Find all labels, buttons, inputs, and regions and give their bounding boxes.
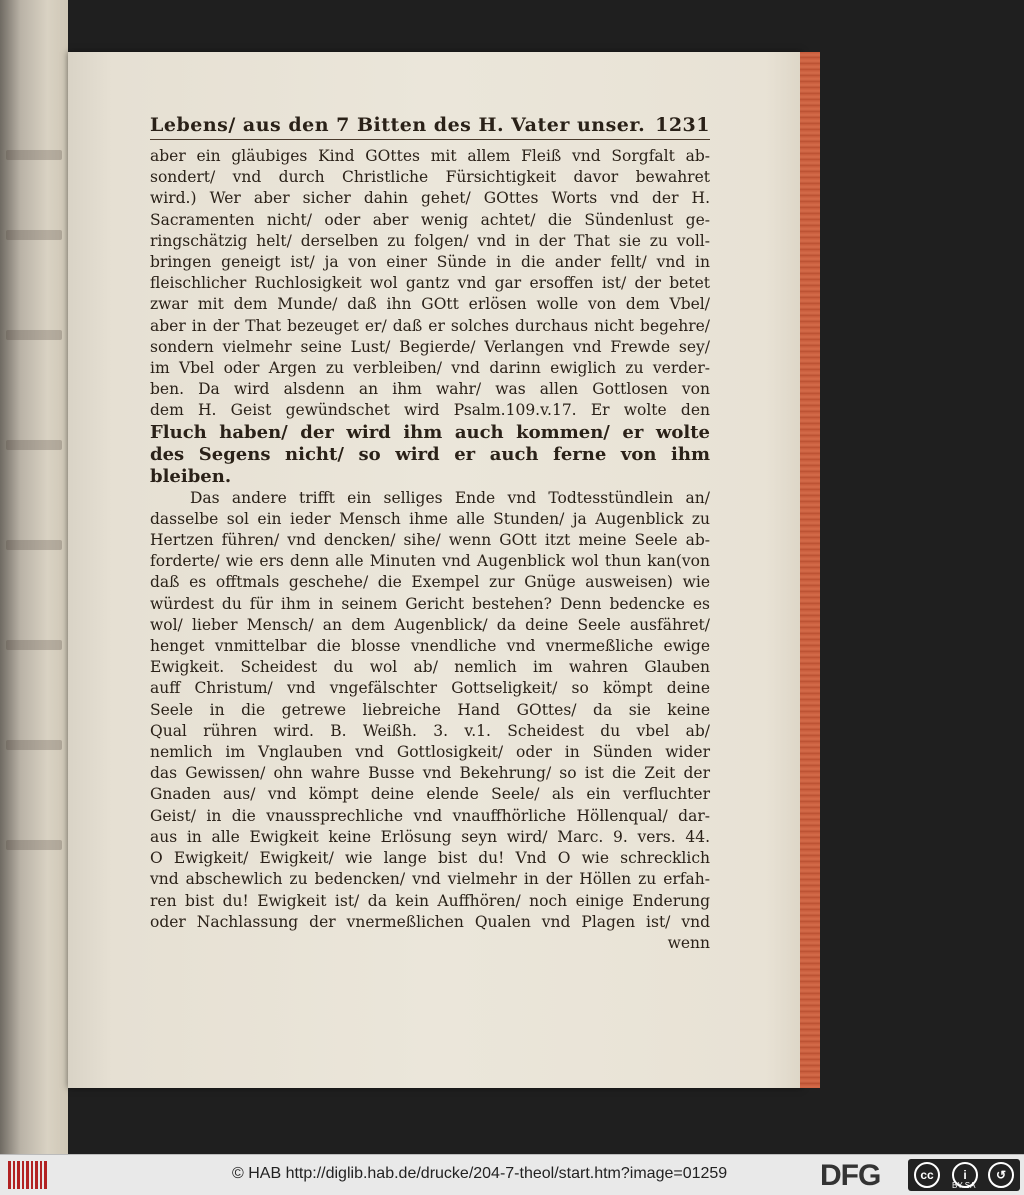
text-line: Das andere trifft ein selliges Ende vnd Todtesstündlein an/: [190, 488, 710, 507]
text-line: aber ein gläubiges Kind GOttes mit allem Fleiß vnd Sorgfalt ab-: [150, 147, 710, 165]
text-line: Seele in die getrewe liebreiche Hand GOttes/ da sie keine: [150, 700, 710, 719]
text-line: Hertzen führen/ vnd dencken/ sihe/ wenn GOtt itzt meine Seele ab-: [150, 531, 710, 550]
text-line: das Gewissen/ ohn wahre Busse vnd Bekehrung/ so ist die Zeit der: [150, 764, 710, 783]
hab-barcode-logo[interactable]: [8, 1161, 48, 1189]
catchword: wenn: [667, 933, 710, 952]
text-line: ren bist du! Ewigkeit ist/ da kein Auffhören/ noch einige Enderung: [150, 891, 710, 910]
text-line: O Ewigkeit/ Ewigkeit/ wie lange bist du! Vnd O wie schrecklich: [150, 849, 710, 868]
text-line: Sacramenten nicht/ oder aber wenig achtet/ die Sündenlust ge-: [150, 210, 710, 229]
running-head-title: Lebens/ aus den 7 Bitten des H. Vater unser.: [150, 114, 646, 136]
text-line: dem H. Geist gewündschet wird Psalm.109.v.17. Er wolte den: [150, 401, 710, 420]
text-line: ben. Da wird alsdenn an ihm wahr/ was allen Gottlosen von: [150, 380, 710, 399]
text-line: henget vnmittelbar die blosse vnendliche vnd vnermeßliche ewige: [150, 637, 710, 656]
copyright-link[interactable]: © HAB http://diglib.hab.de/drucke/204-7-theol/start.htm?image=01259: [232, 1165, 728, 1182]
text-line: forderte/ wie ers denn alle Minuten vnd Augenblick wol thun kan(von: [150, 552, 710, 571]
facing-page-edge: [0, 0, 68, 1154]
text-line: fleischlicher Ruchlosigkeit wol gantz vnd gar ersoffen ist/ der betet: [150, 274, 710, 293]
text-line: aus in alle Ewigkeit keine Erlösung seyn wird/ Marc. 9. vers. 44.: [150, 827, 710, 846]
text-line: ringschätzig helt/ derselben zu folgen/ vnd in der That sie zu voll-: [150, 231, 710, 250]
text-line: sondern vielmehr seine Lust/ Begierde/ Verlangen vnd Frewde sey/: [150, 337, 710, 356]
text-line: bleiben.: [150, 465, 232, 487]
text-line: Geist/ in die vnaussprechliche vnd vnauffhörliche Höllenqual/ dar-: [150, 806, 710, 825]
text-line: aber in der That bezeuget er/ daß er solches durchaus nicht begehre/: [150, 316, 710, 335]
text-line: auff Christum/ vnd vngefälschter Gottseligkeit/ so kömpt deine: [150, 679, 710, 698]
text-line: im Vbel oder Argen zu verbleiben/ vnd darinn ewiglich zu verder-: [150, 359, 710, 378]
text-line: bringen geneigt ist/ ja von einer Sünde in die ander fellt/ vnd in: [150, 253, 710, 272]
text-line: wol/ lieber Mensch/ an dem Augenblick/ da deine Seele ausfähret/: [150, 615, 710, 634]
text-line: daß es offtmals geschehe/ die Exempel zur Gnüge ausweisen) wie: [150, 573, 710, 592]
page-text-block: [150, 114, 710, 954]
page-number: 1231: [655, 114, 710, 136]
text-line: nemlich im Vnglauben vnd Gottlosigkeit/ oder in Sünden wider: [150, 743, 710, 762]
text-line: sondert/ vnd durch Christliche Fürsichtigkeit davor bewahret: [150, 168, 710, 187]
text-line: würdest du für ihm in seinem Gericht bestehen? Denn bedencke es: [150, 594, 710, 613]
text-line: vnd abschewlich zu bedencken/ vnd vielmehr in der Höllen zu erfah-: [150, 870, 710, 889]
page-red-edge: [800, 52, 820, 1088]
text-line: Fluch haben/ der wird ihm auch kommen/ er wolte: [150, 421, 710, 443]
text-lines: [150, 146, 710, 933]
dfg-logo[interactable]: DFG: [820, 1159, 881, 1192]
cc-by-sa-icon[interactable]: cc i ↺ BY SA: [908, 1159, 1020, 1191]
text-line: zwar mit dem Munde/ daß ihn GOtt erlösen wolle von dem Vbel/: [150, 295, 710, 314]
book-page: [68, 52, 802, 1088]
text-line: wird.) Wer aber sicher dahin gehet/ GOttes Worts vnd der H.: [150, 189, 710, 208]
text-line: dasselbe sol ein ieder Mensch ihme alle Stunden/ ja Augenblick zu: [150, 509, 710, 528]
text-line: des Segens nicht/ so wird er auch ferne von ihm: [150, 443, 710, 465]
text-line: Ewigkeit. Scheidest du wol ab/ nemlich im wahren Glauben: [150, 658, 710, 677]
license-label: BY SA: [952, 1181, 976, 1190]
footer-bar: [0, 1154, 1024, 1195]
text-line: Gnaden aus/ vnd kömpt deine elende Seele/ als ein verfluchter: [150, 785, 710, 804]
running-head: [150, 114, 710, 140]
text-line: Qual rühren wird. B. Weißh. 3. v.1. Scheidest du vbel ab/: [150, 721, 710, 740]
text-line: oder Nachlassung der vnermeßlichen Qualen vnd Plagen ist/ vnd: [150, 912, 710, 931]
